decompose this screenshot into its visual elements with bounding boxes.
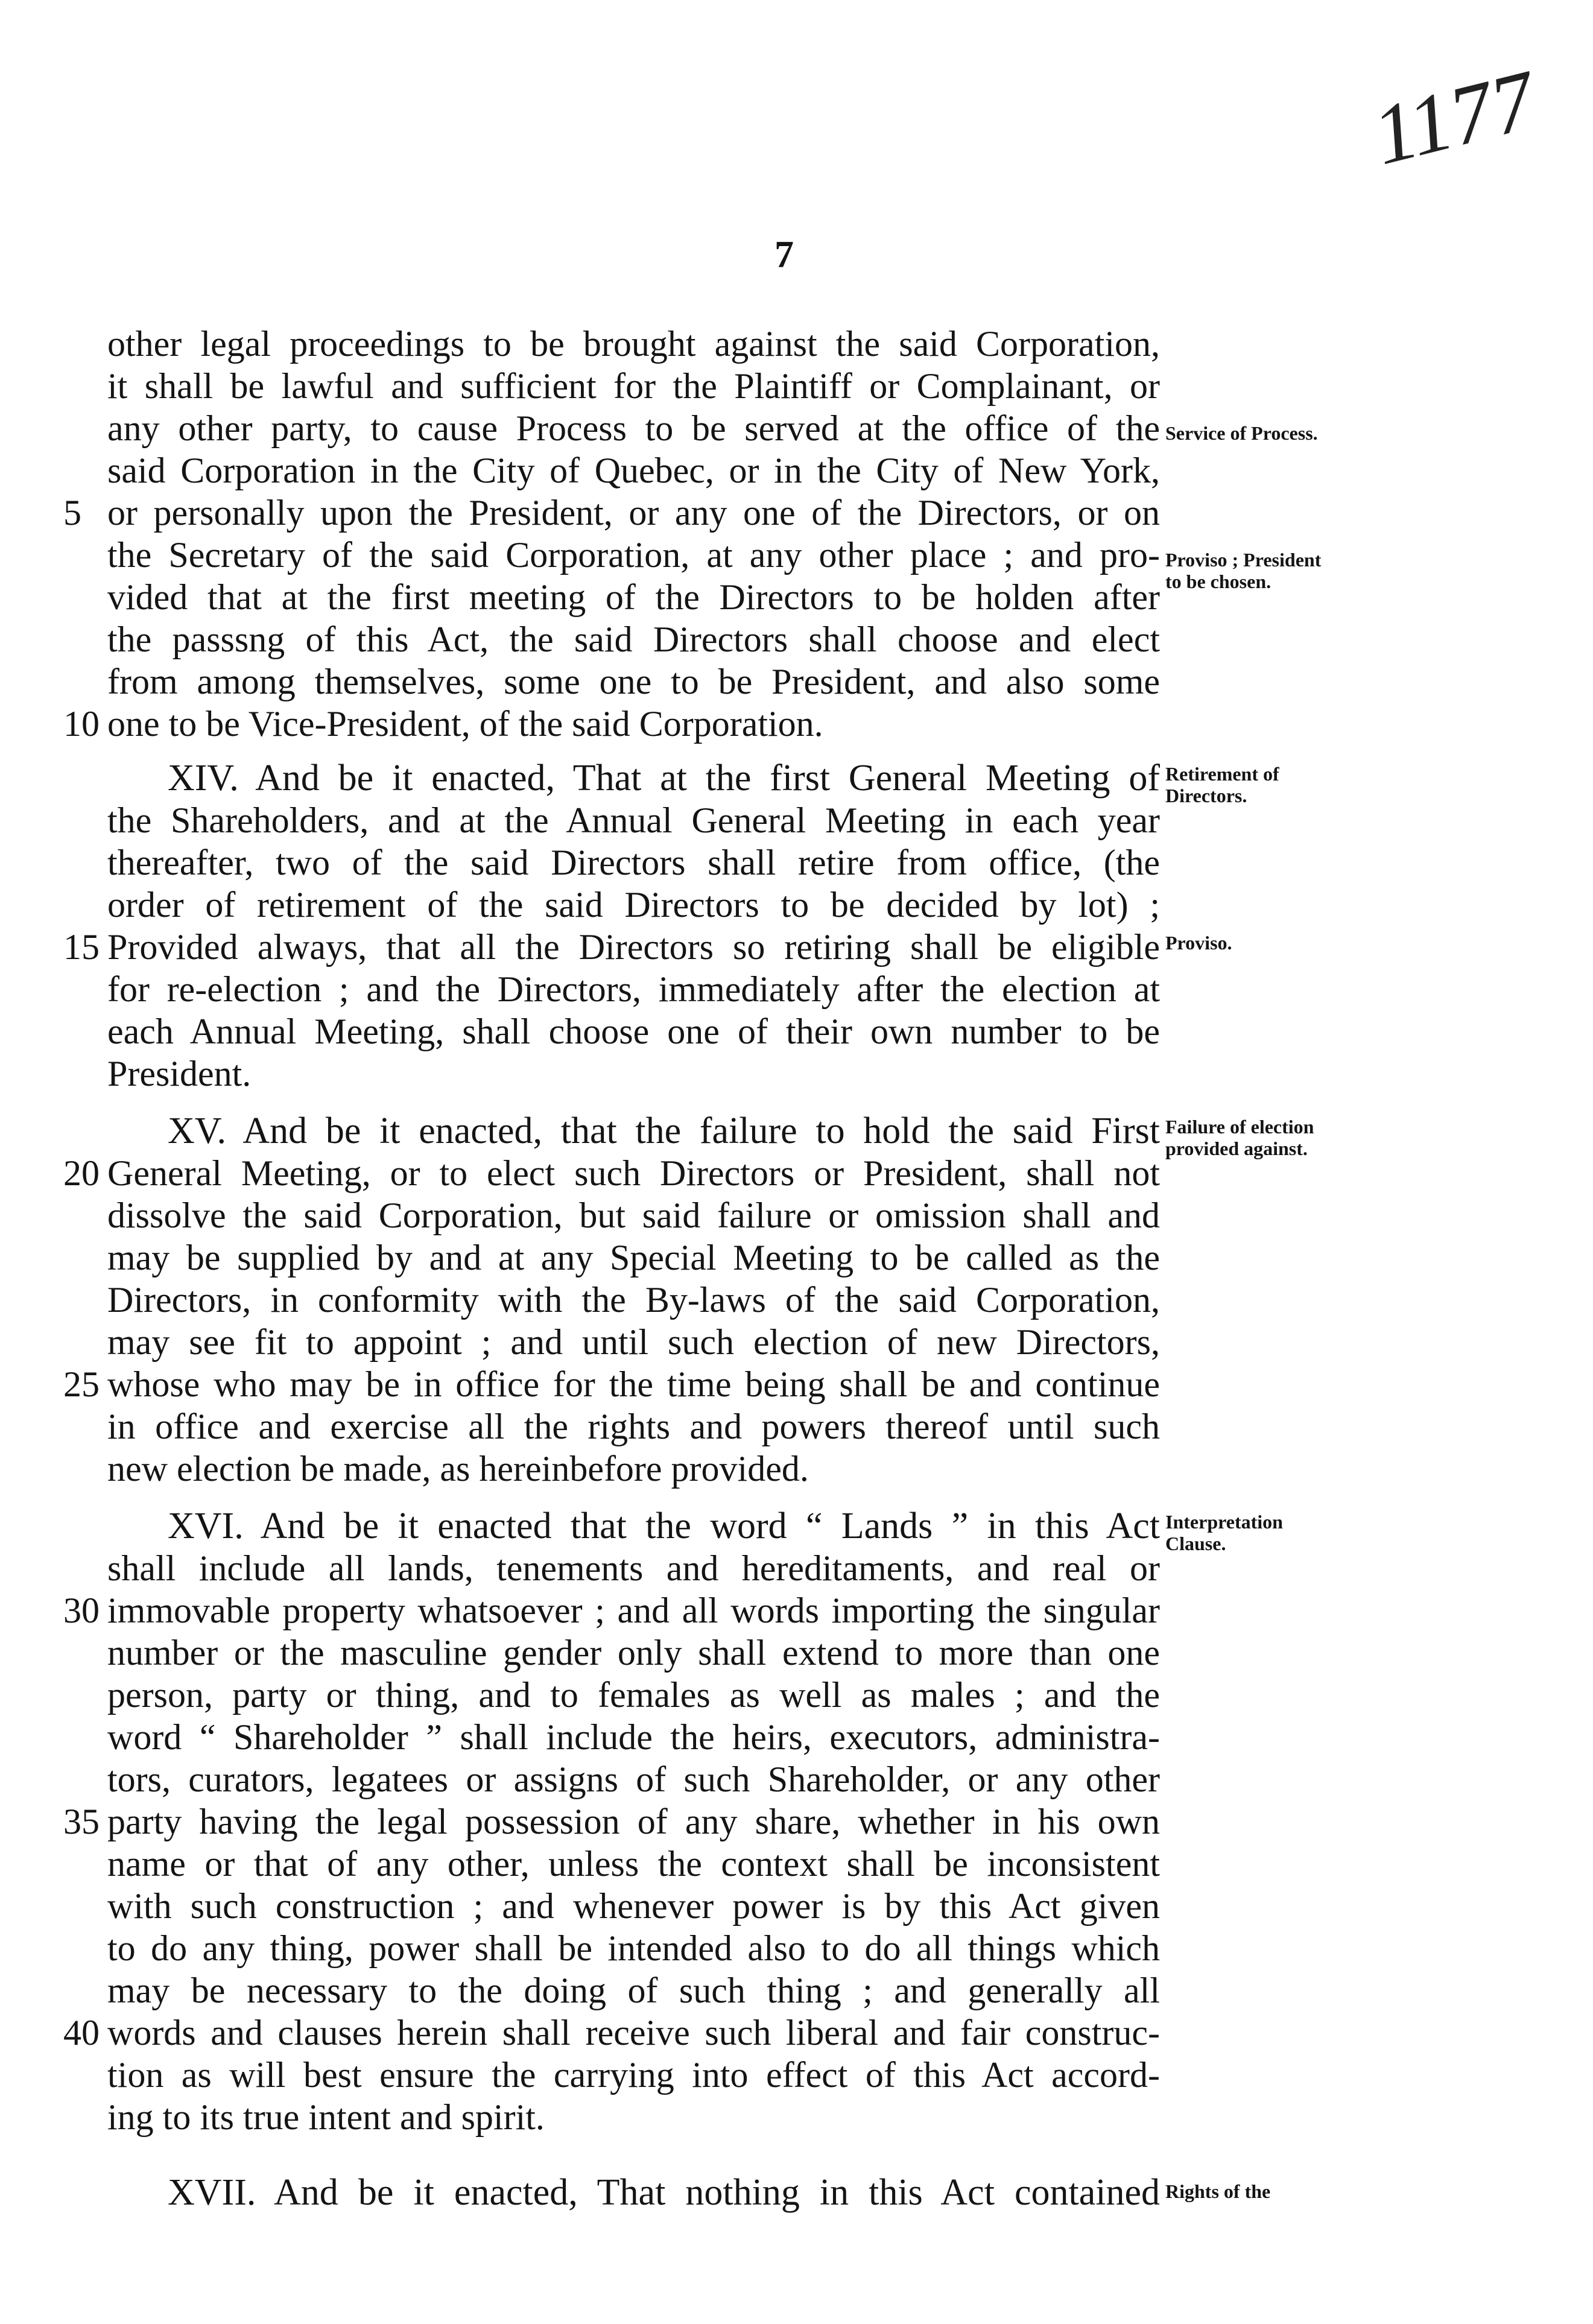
body-line: to do any thing, power shall be intended also to do all things which xyxy=(107,1928,1160,1968)
body-line: tion as will best ensure the carrying into effect of this Act accord- xyxy=(107,2055,1160,2095)
section-xvi-heading-line: XVI. And be it enacted that the word “ Lands ” in this Act xyxy=(168,1506,1160,1547)
line-number: 10 xyxy=(63,704,100,744)
margin-note-retirement-of-directors: Retirement of Directors. xyxy=(1165,763,1279,806)
body-line: may be necessary to the doing of such thing ; and generally all xyxy=(107,1971,1160,2010)
margin-note-proviso-president: Proviso ; President to be chosen. xyxy=(1165,549,1322,592)
section-xiv-heading-line: XIV. And be it enacted, That at the first General Meeting of xyxy=(168,758,1160,799)
body-line: tors, curators, legatees or assigns of such Shareholder, or any other xyxy=(107,1759,1160,1799)
line-number: 25 xyxy=(63,1364,100,1404)
body-line: order of retirement of the said Directors to be decided by lot) ; xyxy=(107,885,1160,925)
body-line: person, party or thing, and to females as well as males ; and the xyxy=(107,1675,1160,1715)
body-line: words and clauses herein shall receive such liberal and fair construc- xyxy=(107,2013,1160,2053)
line-number: 40 xyxy=(63,2013,100,2053)
page-number: 7 xyxy=(774,233,794,276)
body-line: any other party, to cause Process to be served at the office of the xyxy=(107,408,1160,448)
body-line: said Corporation in the City of Quebec, or in the City of New York, xyxy=(107,451,1160,490)
body-line: whose who may be in office for the time being shall be and continue xyxy=(107,1364,1160,1404)
body-line: word “ Shareholder ” shall include the heirs, executors, administra- xyxy=(107,1717,1160,1757)
body-line: President. xyxy=(107,1054,252,1094)
body-line: for re-election ; and the Directors, immediately after the election at xyxy=(107,969,1160,1009)
line-number: 15 xyxy=(63,927,100,967)
margin-note-interpretation-clause: Interpretation Clause. xyxy=(1165,1511,1283,1554)
body-line: Directors, in conformity with the By-laws of the said Corporation, xyxy=(107,1280,1160,1320)
body-line: number or the masculine gender only shall extend to more than one xyxy=(107,1633,1160,1673)
line-number: 35 xyxy=(63,1802,100,1841)
body-line: one to be Vice-President, of the said Corporation. xyxy=(107,704,823,744)
section-xv-heading-line: XV. And be it enacted, that the failure to hold the said First xyxy=(168,1110,1160,1151)
body-line: the Secretary of the said Corporation, at any other place ; and pro- xyxy=(107,535,1160,575)
body-line: with such construction ; and whenever power is by this Act given xyxy=(107,1886,1160,1926)
body-line: shall include all lands, tenements and hereditaments, and real or xyxy=(107,1548,1160,1588)
body-line: party having the legal possession of any share, whether in his own xyxy=(107,1802,1160,1841)
body-line: name or that of any other, unless the context shall be inconsistent xyxy=(107,1844,1160,1884)
margin-note-rights-of-the: Rights of the xyxy=(1165,2180,1271,2202)
body-line: may be supplied by and at any Special Meeting to be called as the xyxy=(107,1238,1160,1278)
body-line: from among themselves, some one to be President, and also some xyxy=(107,662,1160,701)
body-line: it shall be lawful and sufficient for the Plaintiff or Complainant, or xyxy=(107,366,1160,406)
body-line: new election be made, as hereinbefore provided. xyxy=(107,1449,809,1489)
line-number: 30 xyxy=(63,1591,100,1630)
body-line: the passsng of this Act, the said Directors shall choose and elect xyxy=(107,619,1160,659)
body-line: or personally upon the President, or any one of the Directors, or on xyxy=(107,493,1160,533)
body-line: other legal proceedings to be brought against the said Corporation, xyxy=(107,324,1160,364)
margin-note-failure-of-election: Failure of election provided against. xyxy=(1165,1116,1314,1159)
body-line: General Meeting, or to elect such Directors or President, shall not xyxy=(107,1153,1160,1193)
body-line: Provided always, that all the Directors so retiring shall be eligible xyxy=(107,927,1160,967)
body-line: may see fit to appoint ; and until such election of new Directors, xyxy=(107,1322,1160,1362)
section-xvii-heading-line: XVII. And be it enacted, That nothing in this Act contained xyxy=(168,2172,1160,2213)
line-number: 20 xyxy=(63,1153,100,1193)
body-line: vided that at the first meeting of the Directors to be holden after xyxy=(107,577,1160,617)
handwritten-folio-number: 1177 xyxy=(1364,52,1545,183)
margin-note-proviso: Proviso. xyxy=(1165,932,1232,954)
body-line: immovable property whatsoever ; and all words importing the singular xyxy=(107,1591,1160,1630)
body-line: ing to its true intent and spirit. xyxy=(107,2097,545,2137)
body-line: thereafter, two of the said Directors shall retire from office, (the xyxy=(107,843,1160,882)
body-line: in office and exercise all the rights and powers thereof until such xyxy=(107,1407,1160,1446)
body-line: the Shareholders, and at the Annual General Meeting in each year xyxy=(107,800,1160,840)
body-line: dissolve the said Corporation, but said failure or omission shall and xyxy=(107,1195,1160,1235)
margin-note-service-of-process: Service of Process. xyxy=(1165,422,1318,444)
line-number: 5 xyxy=(63,493,81,533)
body-line: each Annual Meeting, shall choose one of their own number to be xyxy=(107,1012,1160,1051)
